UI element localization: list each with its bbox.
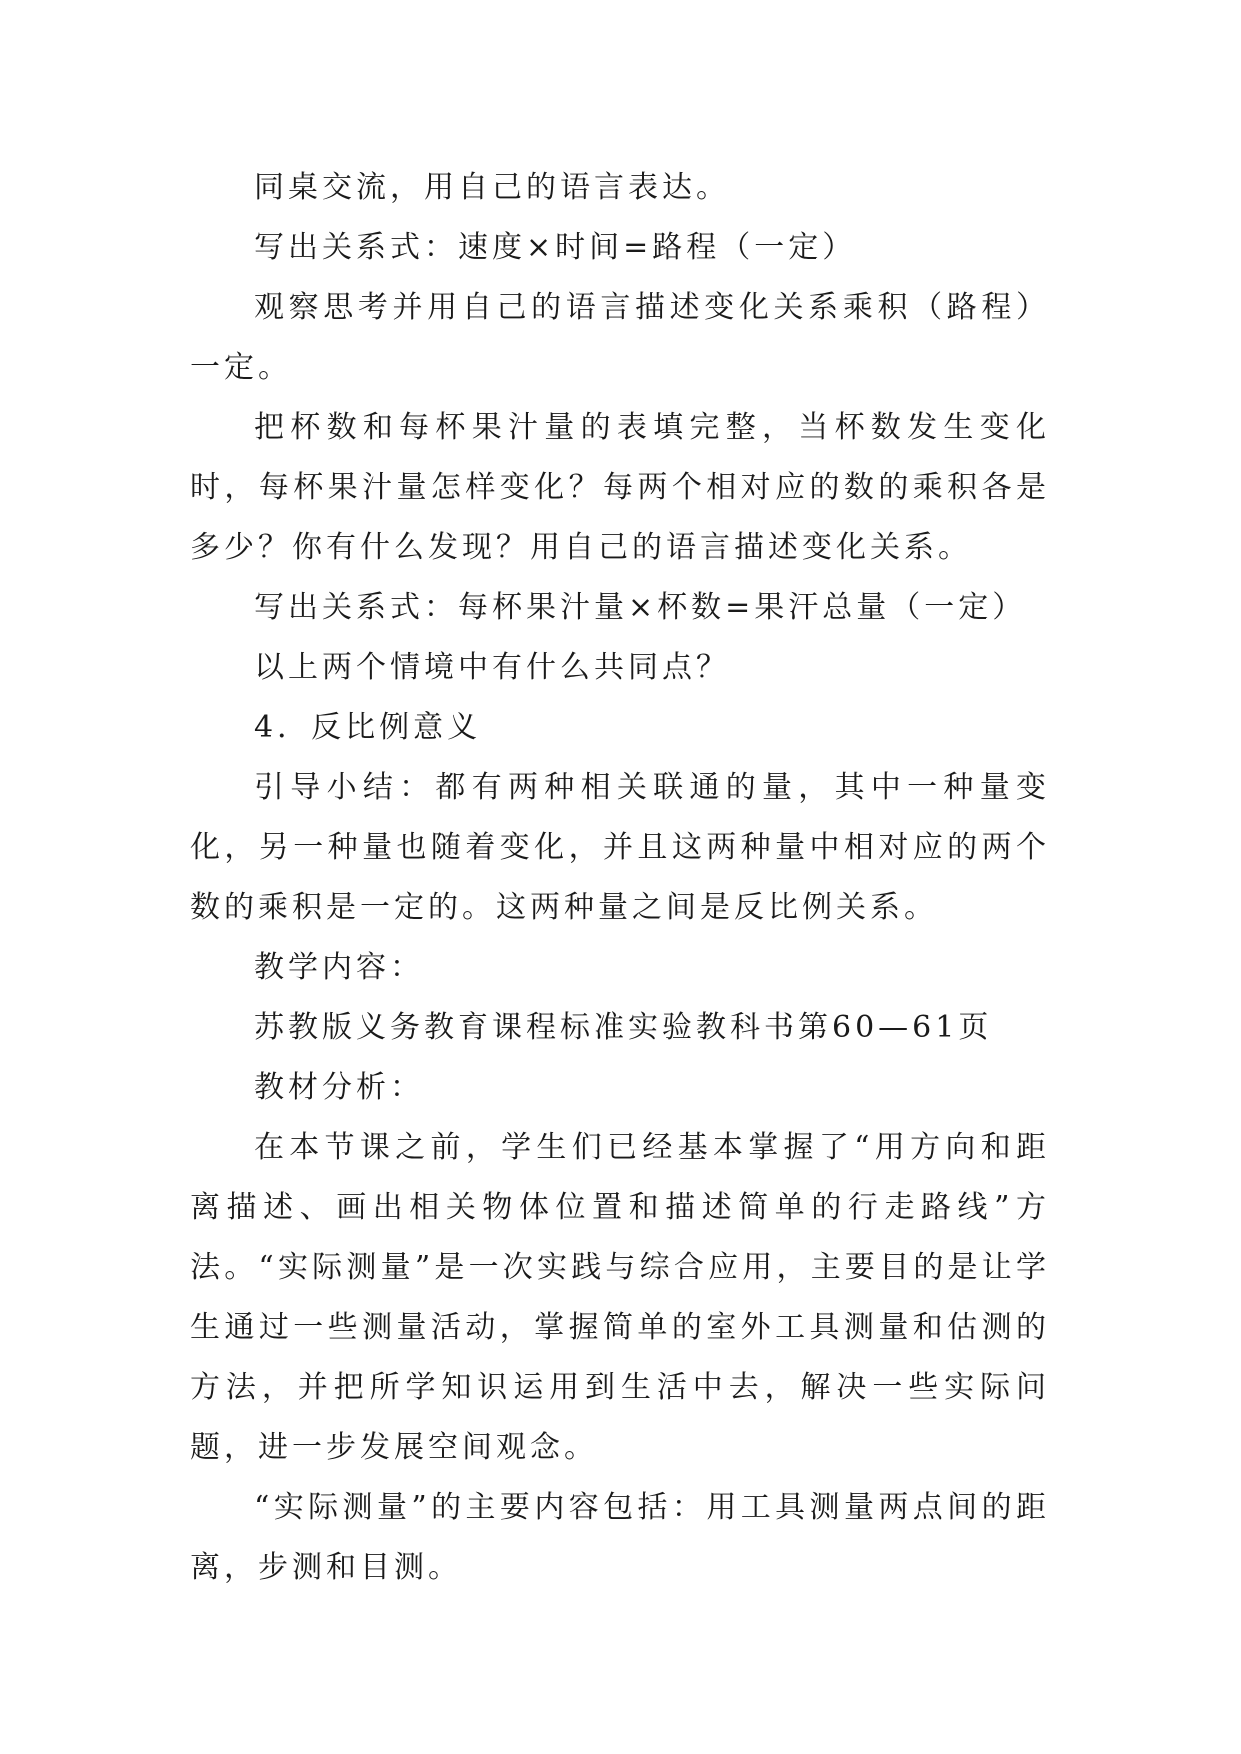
paragraph: 写出关系式：每杯果汁量×杯数=果汗总量（一定） xyxy=(254,590,1027,625)
paragraph: 苏教版义务教育课程标准实验教科书第60—61页 xyxy=(254,1010,993,1045)
section-label: 教材分析： xyxy=(254,1070,424,1105)
paragraph: 观察思考并用自己的语言描述变化关系乘积（路程）一定。 xyxy=(190,290,1050,385)
paragraph: 把杯数和每杯果汁量的表填完整，当杯数发生变化时，每杯果汁量怎样变化？每两个相对应的数的乘积各是多少？你有什么发现？用自己的语言描述变化关系。 xyxy=(190,410,1050,565)
section-heading: 4．反比例意义 xyxy=(254,710,482,745)
paragraph: 写出关系式：速度×时间=路程（一定） xyxy=(254,230,857,265)
document-body xyxy=(190,158,1050,1598)
paragraph: 同桌交流，用自己的语言表达。 xyxy=(254,170,730,205)
paragraph: 以上两个情境中有什么共同点？ xyxy=(254,650,730,685)
paragraph: 在本节课之前，学生们已经基本掌握了“用方向和距离描述、画出相关物体位置和描述简单的行走路线”方法。“实际测量”是一次实践与综合应用，主要目的是让学生通过一些测量活动，掌握简单的室外工具测量和估测的方法，并把所学知识运用到生活中去，解决一些实际问题，进一步发展空间观念。 xyxy=(190,1130,1050,1465)
section-label: 教学内容： xyxy=(254,950,424,985)
paragraph: 引导小结：都有两种相关联通的量，其中一种量变化，另一种量也随着变化，并且这两种量中相对应的两个数的乘积是一定的。这两种量之间是反比例关系。 xyxy=(190,770,1050,925)
paragraph: “实际测量”的主要内容包括：用工具测量两点间的距离，步测和目测。 xyxy=(190,1490,1050,1585)
